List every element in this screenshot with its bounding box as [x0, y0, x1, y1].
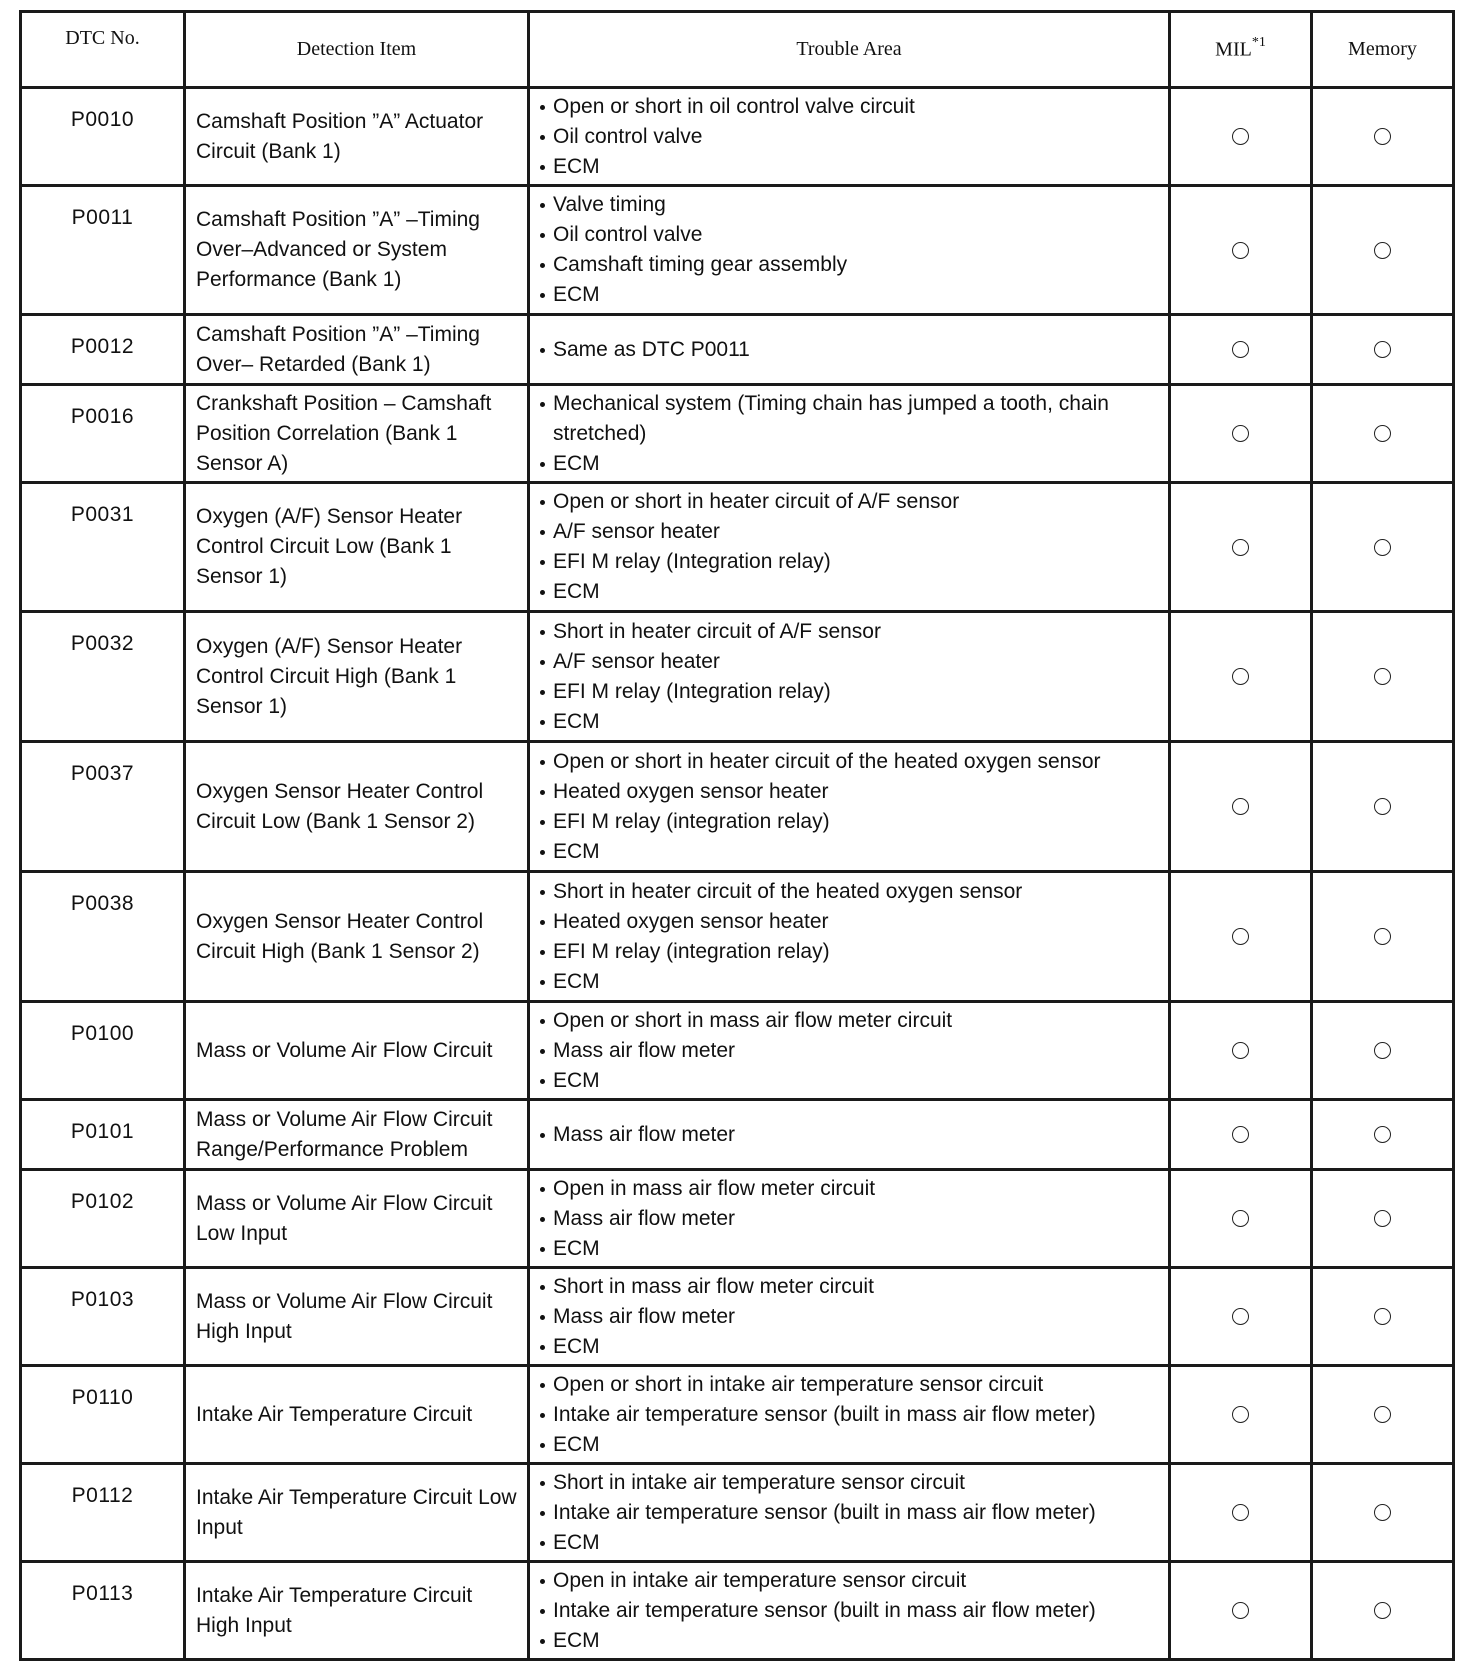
mil-indicator: [1170, 88, 1312, 186]
trouble-area-list: [540, 1174, 1158, 1264]
trouble-area-item: Open or short in heater circuit of A/F sensor: [540, 487, 1158, 517]
trouble-area-item: ECM: [540, 449, 1158, 479]
trouble-area-list: [540, 487, 1158, 607]
circle-icon: [1374, 1308, 1391, 1325]
dtc-code: P0113: [21, 1562, 185, 1660]
mil-indicator: [1170, 483, 1312, 612]
memory-indicator: [1312, 1002, 1454, 1100]
mil-indicator: [1170, 1268, 1312, 1366]
memory-indicator: [1312, 742, 1454, 872]
dtc-table: [19, 10, 1455, 1661]
mil-indicator: [1170, 1464, 1312, 1562]
dtc-code: P0112: [21, 1464, 185, 1562]
memory-indicator: [1312, 1562, 1454, 1660]
memory-indicator: [1312, 1464, 1454, 1562]
dtc-code: P0012: [21, 315, 185, 385]
table-row: [21, 1268, 1454, 1366]
trouble-area-item: ECM: [540, 1066, 1158, 1096]
memory-indicator: [1312, 186, 1454, 315]
mil-indicator: [1170, 742, 1312, 872]
trouble-area-list: [540, 617, 1158, 737]
trouble-area-list: [540, 877, 1158, 997]
trouble-area: [529, 88, 1170, 186]
trouble-area-item: Short in heater circuit of A/F sensor: [540, 617, 1158, 647]
trouble-area-item: Short in heater circuit of the heated oxygen sensor: [540, 877, 1158, 907]
trouble-area-item: Open or short in intake air temperature sensor circuit: [540, 1370, 1158, 1400]
circle-icon: [1232, 242, 1249, 259]
trouble-area-item: Camshaft timing gear assembly: [540, 250, 1158, 280]
table-row: [21, 88, 1454, 186]
trouble-area-item: ECM: [540, 1430, 1158, 1460]
circle-icon: [1232, 425, 1249, 442]
circle-icon: [1232, 128, 1249, 145]
detection-item: Mass or Volume Air Flow Circuit: [185, 1002, 529, 1100]
trouble-area-item: EFI M relay (Integration relay): [540, 547, 1158, 577]
trouble-area: [529, 612, 1170, 742]
trouble-area-item: ECM: [540, 707, 1158, 737]
trouble-area: [529, 186, 1170, 315]
trouble-area: [529, 1100, 1170, 1170]
trouble-area-item: Oil control valve: [540, 220, 1158, 250]
circle-icon: [1232, 928, 1249, 945]
circle-icon: [1374, 242, 1391, 259]
circle-icon: [1374, 1042, 1391, 1059]
trouble-area-item: Oil control valve: [540, 122, 1158, 152]
trouble-area-item: A/F sensor heater: [540, 517, 1158, 547]
trouble-area-item: ECM: [540, 1528, 1158, 1558]
detection-item: Mass or Volume Air Flow Circuit High Input: [185, 1268, 529, 1366]
circle-icon: [1232, 668, 1249, 685]
mil-indicator: [1170, 1170, 1312, 1268]
trouble-area-list: [540, 1566, 1158, 1656]
circle-icon: [1232, 1210, 1249, 1227]
mil-indicator: [1170, 1100, 1312, 1170]
trouble-area-item: Mass air flow meter: [540, 1204, 1158, 1234]
table-row: [21, 742, 1454, 872]
table-row: [21, 1002, 1454, 1100]
dtc-code: P0011: [21, 186, 185, 315]
table-row: [21, 483, 1454, 612]
trouble-area-item: Mass air flow meter: [540, 1120, 1158, 1150]
trouble-area-item: Mechanical system (Timing chain has jumped a tooth, chain stretched): [540, 389, 1158, 449]
mil-indicator: [1170, 612, 1312, 742]
dtc-code: P0110: [21, 1366, 185, 1464]
trouble-area: [529, 1268, 1170, 1366]
trouble-area-list: [540, 1272, 1158, 1362]
memory-indicator: [1312, 1268, 1454, 1366]
trouble-area-header: Trouble Area: [529, 12, 1170, 88]
detection-item: Crankshaft Position – Camshaft Position Correlation (Bank 1 Sensor A): [185, 385, 529, 483]
table-row: [21, 385, 1454, 483]
table-row: [21, 315, 1454, 385]
mil-indicator: [1170, 872, 1312, 1002]
trouble-area: [529, 315, 1170, 385]
mil-indicator: [1170, 1002, 1312, 1100]
circle-icon: [1374, 1126, 1391, 1143]
dtc-code: P0032: [21, 612, 185, 742]
circle-icon: [1232, 341, 1249, 358]
trouble-area: [529, 872, 1170, 1002]
detection-item: Intake Air Temperature Circuit High Input: [185, 1562, 529, 1660]
table-row: [21, 1366, 1454, 1464]
trouble-area-item: ECM: [540, 1626, 1158, 1656]
trouble-area-item: EFI M relay (Integration relay): [540, 677, 1158, 707]
memory-header: Memory: [1312, 12, 1454, 88]
trouble-area-item: Open in intake air temperature sensor circuit: [540, 1566, 1158, 1596]
circle-icon: [1374, 1602, 1391, 1619]
circle-icon: [1374, 425, 1391, 442]
memory-indicator: [1312, 315, 1454, 385]
table-body: [21, 88, 1454, 1660]
memory-indicator: [1312, 385, 1454, 483]
memory-indicator: [1312, 612, 1454, 742]
table-row: [21, 186, 1454, 315]
detection-item: Camshaft Position ”A” Actuator Circuit (Bank 1): [185, 88, 529, 186]
mil-footnote-marker: *1: [1251, 35, 1266, 51]
trouble-area-list: [540, 747, 1158, 867]
circle-icon: [1232, 539, 1249, 556]
circle-icon: [1374, 1406, 1391, 1423]
table-row: [21, 1170, 1454, 1268]
memory-indicator: [1312, 483, 1454, 612]
circle-icon: [1232, 1308, 1249, 1325]
trouble-area-list: [540, 190, 1158, 310]
trouble-area-list: [540, 335, 1158, 365]
trouble-area-item: Same as DTC P0011: [540, 335, 1158, 365]
trouble-area-item: Open or short in heater circuit of the heated oxygen sensor: [540, 747, 1158, 777]
table-row: [21, 1464, 1454, 1562]
trouble-area: [529, 1366, 1170, 1464]
trouble-area-list: [540, 1468, 1158, 1558]
circle-icon: [1374, 1210, 1391, 1227]
trouble-area-item: Heated oxygen sensor heater: [540, 777, 1158, 807]
trouble-area-item: Open or short in mass air flow meter circuit: [540, 1006, 1158, 1036]
circle-icon: [1232, 1126, 1249, 1143]
circle-icon: [1374, 539, 1391, 556]
mil-indicator: [1170, 315, 1312, 385]
trouble-area: [529, 483, 1170, 612]
trouble-area-item: Short in mass air flow meter circuit: [540, 1272, 1158, 1302]
trouble-area-list: [540, 1120, 1158, 1150]
mil-indicator: [1170, 186, 1312, 315]
table-header-row: [21, 12, 1454, 88]
trouble-area-item: Heated oxygen sensor heater: [540, 907, 1158, 937]
trouble-area-item: ECM: [540, 837, 1158, 867]
mil-indicator: [1170, 1562, 1312, 1660]
dtc-code: P0102: [21, 1170, 185, 1268]
trouble-area-item: EFI M relay (integration relay): [540, 807, 1158, 837]
mil-header-label: MIL: [1215, 38, 1252, 61]
trouble-area-item: Mass air flow meter: [540, 1302, 1158, 1332]
trouble-area: [529, 1002, 1170, 1100]
circle-icon: [1232, 1406, 1249, 1423]
trouble-area-list: [540, 92, 1158, 182]
trouble-area-item: A/F sensor heater: [540, 647, 1158, 677]
circle-icon: [1232, 1042, 1249, 1059]
memory-indicator: [1312, 1100, 1454, 1170]
trouble-area-item: ECM: [540, 1234, 1158, 1264]
trouble-area-item: Open or short in oil control valve circuit: [540, 92, 1158, 122]
memory-indicator: [1312, 1170, 1454, 1268]
dtc-code: P0031: [21, 483, 185, 612]
trouble-area-item: Open in mass air flow meter circuit: [540, 1174, 1158, 1204]
detection-item: Oxygen (A/F) Sensor Heater Control Circuit High (Bank 1 Sensor 1): [185, 612, 529, 742]
trouble-area-list: [540, 389, 1158, 479]
circle-icon: [1374, 928, 1391, 945]
trouble-area: [529, 1170, 1170, 1268]
detection-item: Intake Air Temperature Circuit Low Input: [185, 1464, 529, 1562]
circle-icon: [1232, 798, 1249, 815]
trouble-area-item: Short in intake air temperature sensor circuit: [540, 1468, 1158, 1498]
detection-item: Camshaft Position ”A” –Timing Over– Retarded (Bank 1): [185, 315, 529, 385]
detection-item: Intake Air Temperature Circuit: [185, 1366, 529, 1464]
mil-indicator: [1170, 385, 1312, 483]
detection-item: Mass or Volume Air Flow Circuit Range/Performance Problem: [185, 1100, 529, 1170]
trouble-area-list: [540, 1006, 1158, 1096]
mil-header: [1170, 12, 1312, 88]
detection-item: Mass or Volume Air Flow Circuit Low Input: [185, 1170, 529, 1268]
memory-indicator: [1312, 88, 1454, 186]
trouble-area: [529, 742, 1170, 872]
table-row: [21, 872, 1454, 1002]
trouble-area-item: Valve timing: [540, 190, 1158, 220]
trouble-area-item: ECM: [540, 152, 1158, 182]
trouble-area-item: Intake air temperature sensor (built in mass air flow meter): [540, 1400, 1158, 1430]
trouble-area-item: EFI M relay (integration relay): [540, 937, 1158, 967]
memory-indicator: [1312, 1366, 1454, 1464]
dtc-code: P0016: [21, 385, 185, 483]
trouble-area-list: [540, 1370, 1158, 1460]
trouble-area-item: ECM: [540, 577, 1158, 607]
trouble-area-item: Mass air flow meter: [540, 1036, 1158, 1066]
trouble-area-item: Intake air temperature sensor (built in mass air flow meter): [540, 1498, 1158, 1528]
trouble-area-item: ECM: [540, 967, 1158, 997]
trouble-area: [529, 1562, 1170, 1660]
trouble-area-item: ECM: [540, 280, 1158, 310]
detection-item: Oxygen Sensor Heater Control Circuit High (Bank 1 Sensor 2): [185, 872, 529, 1002]
circle-icon: [1374, 668, 1391, 685]
detection-item: Camshaft Position ”A” –Timing Over–Advanced or System Performance (Bank 1): [185, 186, 529, 315]
circle-icon: [1374, 128, 1391, 145]
trouble-area: [529, 1464, 1170, 1562]
dtc-code: P0100: [21, 1002, 185, 1100]
dtc-code: P0101: [21, 1100, 185, 1170]
dtc-code: P0010: [21, 88, 185, 186]
detection-item-header: Detection Item: [185, 12, 529, 88]
detection-item: Oxygen (A/F) Sensor Heater Control Circuit Low (Bank 1 Sensor 1): [185, 483, 529, 612]
memory-indicator: [1312, 872, 1454, 1002]
trouble-area-item: ECM: [540, 1332, 1158, 1362]
trouble-area: [529, 385, 1170, 483]
circle-icon: [1232, 1504, 1249, 1521]
dtc-code: P0037: [21, 742, 185, 872]
table-row: [21, 1100, 1454, 1170]
dtc-code: P0103: [21, 1268, 185, 1366]
dtc-no-header: DTC No.: [21, 12, 185, 88]
circle-icon: [1374, 341, 1391, 358]
table-row: [21, 612, 1454, 742]
circle-icon: [1374, 798, 1391, 815]
dtc-code: P0038: [21, 872, 185, 1002]
circle-icon: [1232, 1602, 1249, 1619]
trouble-area-item: Intake air temperature sensor (built in mass air flow meter): [540, 1596, 1158, 1626]
mil-indicator: [1170, 1366, 1312, 1464]
table-row: [21, 1562, 1454, 1660]
circle-icon: [1374, 1504, 1391, 1521]
detection-item: Oxygen Sensor Heater Control Circuit Low (Bank 1 Sensor 2): [185, 742, 529, 872]
